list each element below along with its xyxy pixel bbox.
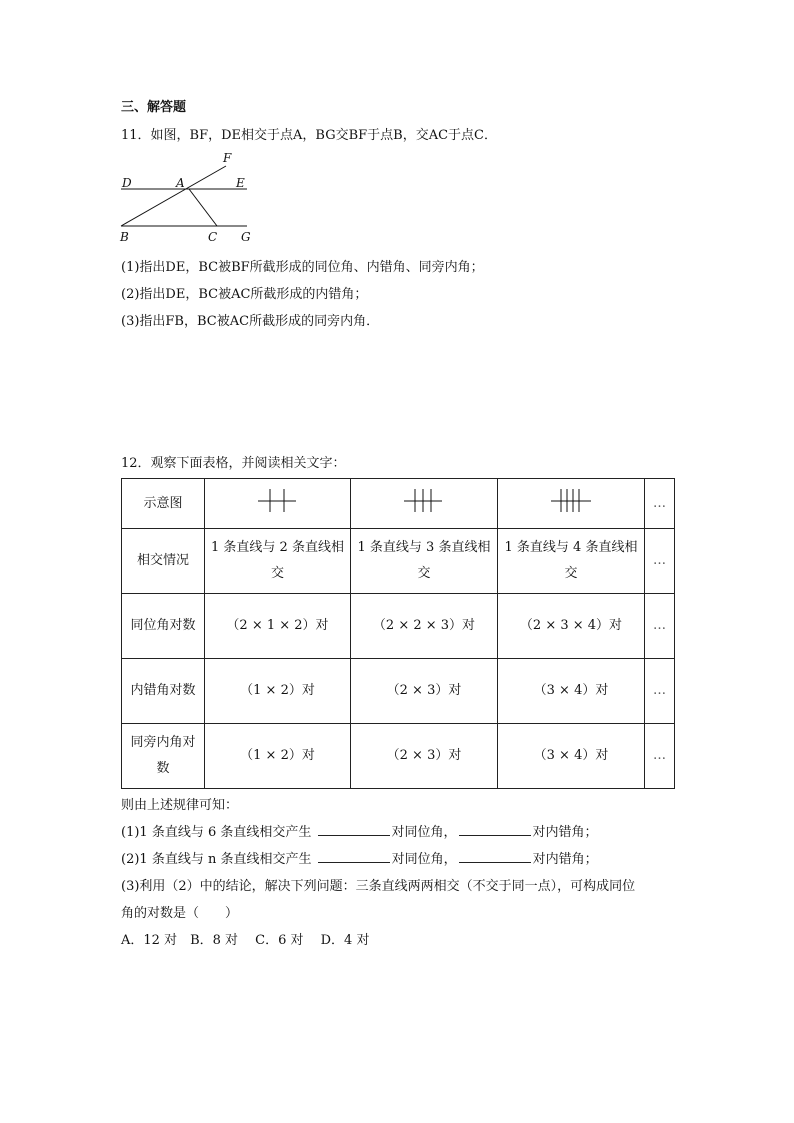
label-E: E	[236, 176, 245, 190]
table-cell: （2 × 2 × 3）对	[351, 594, 498, 659]
q12-part-2-text-c: 对内错角；	[532, 852, 598, 867]
table-cell: 1 条直线与 3 条直线相交	[351, 529, 498, 594]
table-cell: （3 × 4）对	[498, 659, 645, 724]
table-cell: （2 × 3）对	[351, 724, 498, 789]
answer-blank[interactable]	[318, 823, 390, 836]
diagram-3-lines	[394, 484, 454, 514]
table-row	[122, 659, 675, 724]
q12-part-3-line2: 角的对数是（ ）	[121, 906, 239, 921]
q12-part-1	[121, 821, 598, 840]
q12-part-2	[121, 848, 598, 867]
q12-part-2-text-b: 对同位角，	[391, 852, 457, 867]
row-head: 同旁内角对数	[122, 724, 205, 789]
table-cell: 1 条直线与 2 条直线相交	[205, 529, 351, 594]
q11-part-2: (2)指出DE，BC被AC所截形成的内错角；	[121, 287, 368, 302]
label-C: C	[208, 230, 218, 244]
q11-figure	[116, 148, 266, 248]
q12-stem: 12．观察下面表格，并阅读相关文字：	[121, 456, 346, 471]
q12-options: A．12 对 B．8 对 C．6 对 D．4 对	[121, 933, 370, 948]
diagram-2-lines	[248, 484, 308, 514]
table-cell: （2 × 3 × 4）对	[498, 594, 645, 659]
table-row	[122, 594, 675, 659]
label-D: D	[122, 176, 132, 190]
q12-part-1-text-b: 对同位角，	[391, 825, 457, 840]
table-cell: （2 × 1 × 2）对	[205, 594, 351, 659]
more-ellipsis: …	[645, 724, 675, 789]
label-A: A	[176, 176, 185, 190]
q12-rule-line: 则由上述规律可知：	[121, 798, 239, 813]
q12-table	[121, 478, 675, 789]
q12-part-1-text: (1)1 条直线与 6 条直线相交产生	[121, 825, 312, 840]
label-B: B	[120, 230, 129, 244]
table-row	[122, 529, 675, 594]
diagram-cell	[498, 479, 645, 529]
q11-stem: 11．如图，BF，DE相交于点A，BG交BF于点B，交AC于点C．	[121, 128, 498, 143]
more-ellipsis: …	[645, 659, 675, 724]
row-head: 内错角对数	[122, 659, 205, 724]
line-ac	[189, 189, 217, 226]
q12-part-3-line1: (3)利用（2）中的结论，解决下列问题：三条直线两两相交（不交于同一点），可构成同位	[121, 879, 636, 894]
more-ellipsis: …	[645, 529, 675, 594]
q11-part-1: (1)指出DE，BC被BF所截形成的同位角、内错角、同旁内角；	[121, 260, 484, 275]
q12-part-1-text-c: 对内错角；	[532, 825, 598, 840]
answer-blank[interactable]	[318, 850, 390, 863]
q12-part-2-text: (2)1 条直线与 n 条直线相交产生	[121, 852, 312, 867]
row-head: 示意图	[122, 479, 205, 529]
diagram-cell	[351, 479, 498, 529]
row-head: 相交情况	[122, 529, 205, 594]
more-ellipsis: …	[645, 479, 675, 529]
table-cell: （1 × 2）对	[205, 659, 351, 724]
table-cell: （2 × 3）对	[351, 659, 498, 724]
label-G: G	[241, 230, 251, 244]
table-cell: （3 × 4）对	[498, 724, 645, 789]
q11-part-3: (3)指出FB，BC被AC所截形成的同旁内角．	[121, 314, 380, 329]
table-cell: （1 × 2）对	[205, 724, 351, 789]
table-row	[122, 724, 675, 789]
table-cell: 1 条直线与 4 条直线相交	[498, 529, 645, 594]
more-ellipsis: …	[645, 594, 675, 659]
label-F: F	[223, 151, 232, 165]
table-row	[122, 479, 675, 529]
diagram-cell	[205, 479, 351, 529]
row-head: 同位角对数	[122, 594, 205, 659]
diagram-4-lines	[541, 484, 601, 514]
section-title: 三、解答题	[121, 100, 187, 115]
answer-blank[interactable]	[459, 850, 531, 863]
answer-blank[interactable]	[459, 823, 531, 836]
